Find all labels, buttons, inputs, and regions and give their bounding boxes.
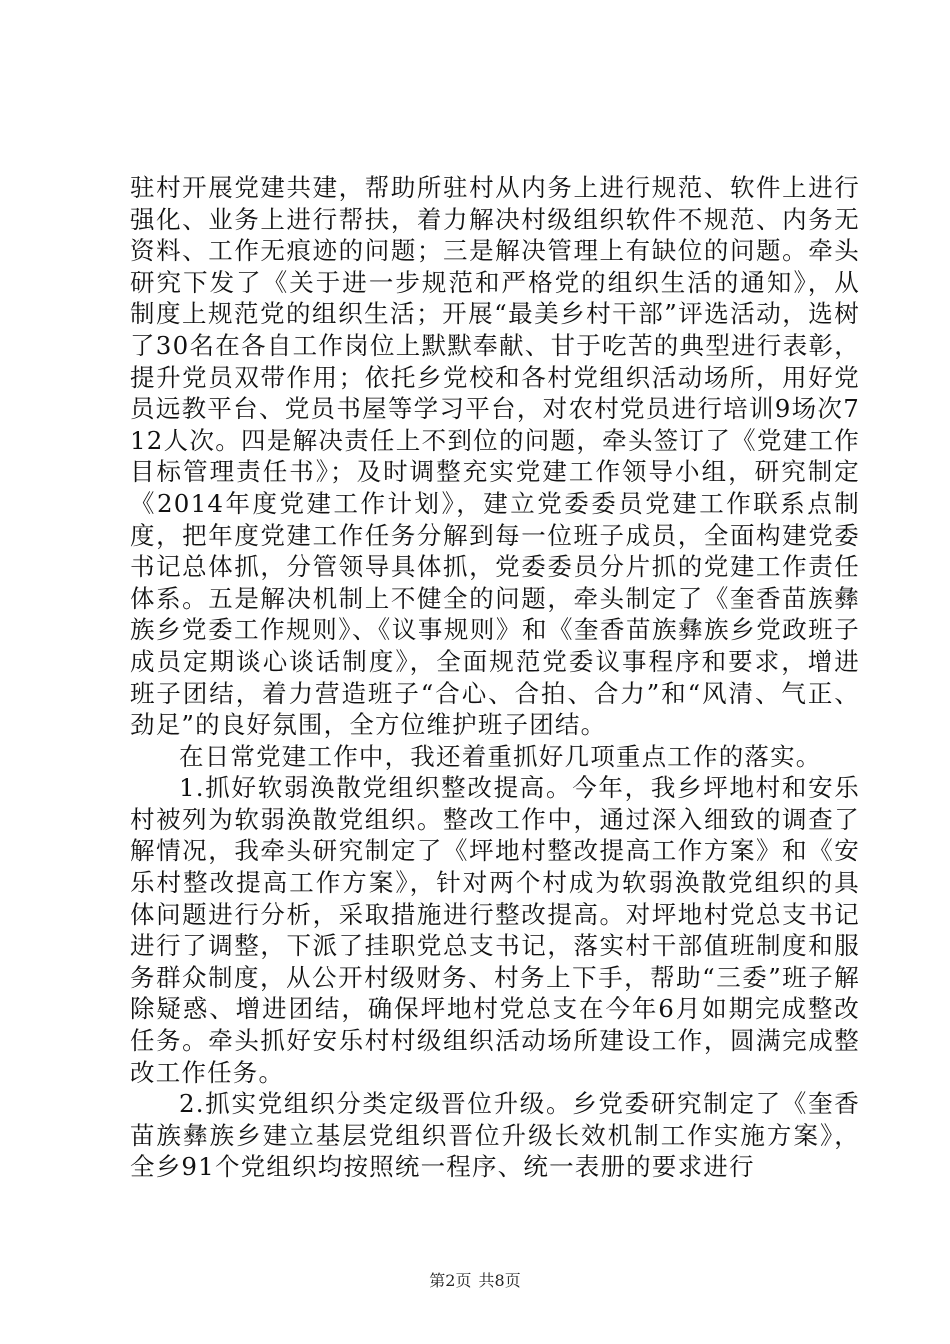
paragraph-item-1: 1.抓好软弱涣散党组织整改提高。今年，我乡坪地村和安乐村被列为软弱涣散党组织。整改工作中，通过深入细致的调查了解情况，我牵头研究制定了《坪地村整改提高工作方案》和《安乐村整改提高工作方案》，针对两个村成为软弱涣散党组织的具体问题进行分析，采取措施进行整改提高。对坪地村党总支书记进行了调整，下派了挂职党总支书记，落实村干部值班制度和服务群众制度，从公开村级财务、村务上下手，帮助“三委”班子解除疑惑、增进团结，确保坪地村党总支在今年6月如期完成整改任务。牵头抓好安乐村村级组织活动场所建设工作，圆满完成整改工作任务。 [130,773,860,1087]
page-footer [0,1268,950,1291]
paragraph-daily-work: 在日常党建工作中，我还着重抓好几项重点工作的落实。 [179,741,822,771]
page-total: 共8页 [478,1271,521,1290]
paragraph-item-2: 2.抓实党组织分类定级晋位升级。乡党委研究制定了《奎香苗族彝族乡建立基层党组织晋位升级长效机制工作实施方案》，全乡91个党组织均按照统一程序、统一表册的要求进行 [130,1089,860,1182]
page-number: 第2页 [429,1271,472,1290]
paragraph-continuation: 驻村开展党建共建，帮助所驻村从内务上进行规范、软件上进行强化、业务上进行帮扶，着力解决村级组织软件不规范、内务无资料、工作无痕迹的问题；三是解决管理上有缺位的问题。牵头研究下发了《关于进一步规范和严格党的组织生活的通知》，从制度上规范党的组织生活；开展“最美乡村干部”评选活动，选树了30名在各自工作岗位上默默奉献、甘于吃苦的典型进行表彰，提升党员双带作用；依托乡党校和各村党组织活动场所，用好党员远教平台、党员书屋等学习平台，对农村党员进行培训9场次712人次。四是解决责任上不到位的问题，牵头签订了《党建工作目标管理责任书》；及时调整充实党建工作领导小组，研究制定《2014年度党建工作计划》，建立党委委员党建工作联系点制度，把年度党建工作任务分解到每一位班子成员，全面构建党委书记总体抓，分管领导具体抓，党委委员分片抓的党建工作责任体系。五是解决机制上不健全的问题，牵头制定了《奎香苗族彝族乡党委工作规则》、《议事规则》和《奎香苗族彝族乡党政班子成员定期谈心谈话制度》，全面规范党委议事程序和要求，增进班子团结，着力营造班子“合心、合拍、合力”和“风清、气正、劲足”的良好氛围，全方位维护班子团结。 [130,173,860,740]
document-body [130,172,860,1183]
